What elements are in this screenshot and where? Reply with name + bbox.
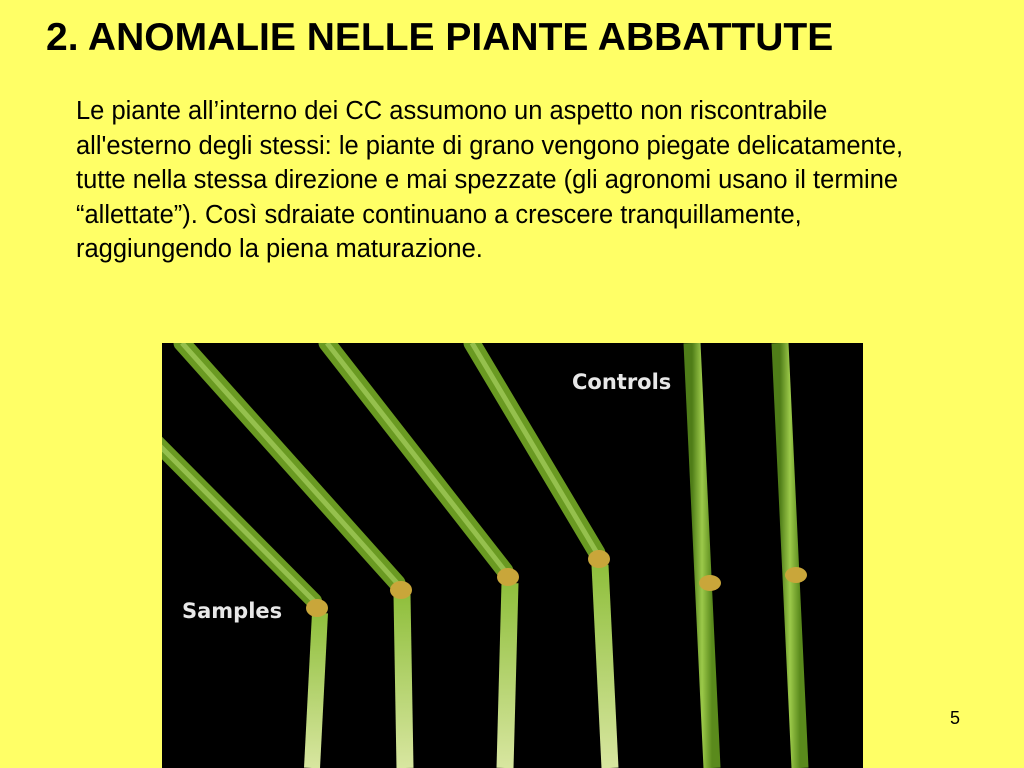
control-stem-2 [780,343,807,768]
wheat-stems-illustration [162,343,863,768]
controls-label: Controls [572,370,672,394]
page-number: 5 [950,708,961,728]
slide-title: 2. ANOMALIE NELLE PIANTE ABBATTUTE [46,16,834,59]
sample-stem-3 [327,343,519,768]
slide-body-text: Le piante all’interno dei CC assumono un aspetto non riscontrabile all'esterno degli stessi: le piante di grano vengono piegate delicatamente, tutte nella stessa direzione e mai spezzate (gli agronomi usano il termine “allettate”). Così sdraiate continuano a crescere tranquillamente, raggiungendo la piena maturazione. [76,97,904,263]
samples-label: Samples [182,599,283,623]
wheat-stems-photo [162,343,863,768]
control-stem-1 [692,343,721,768]
